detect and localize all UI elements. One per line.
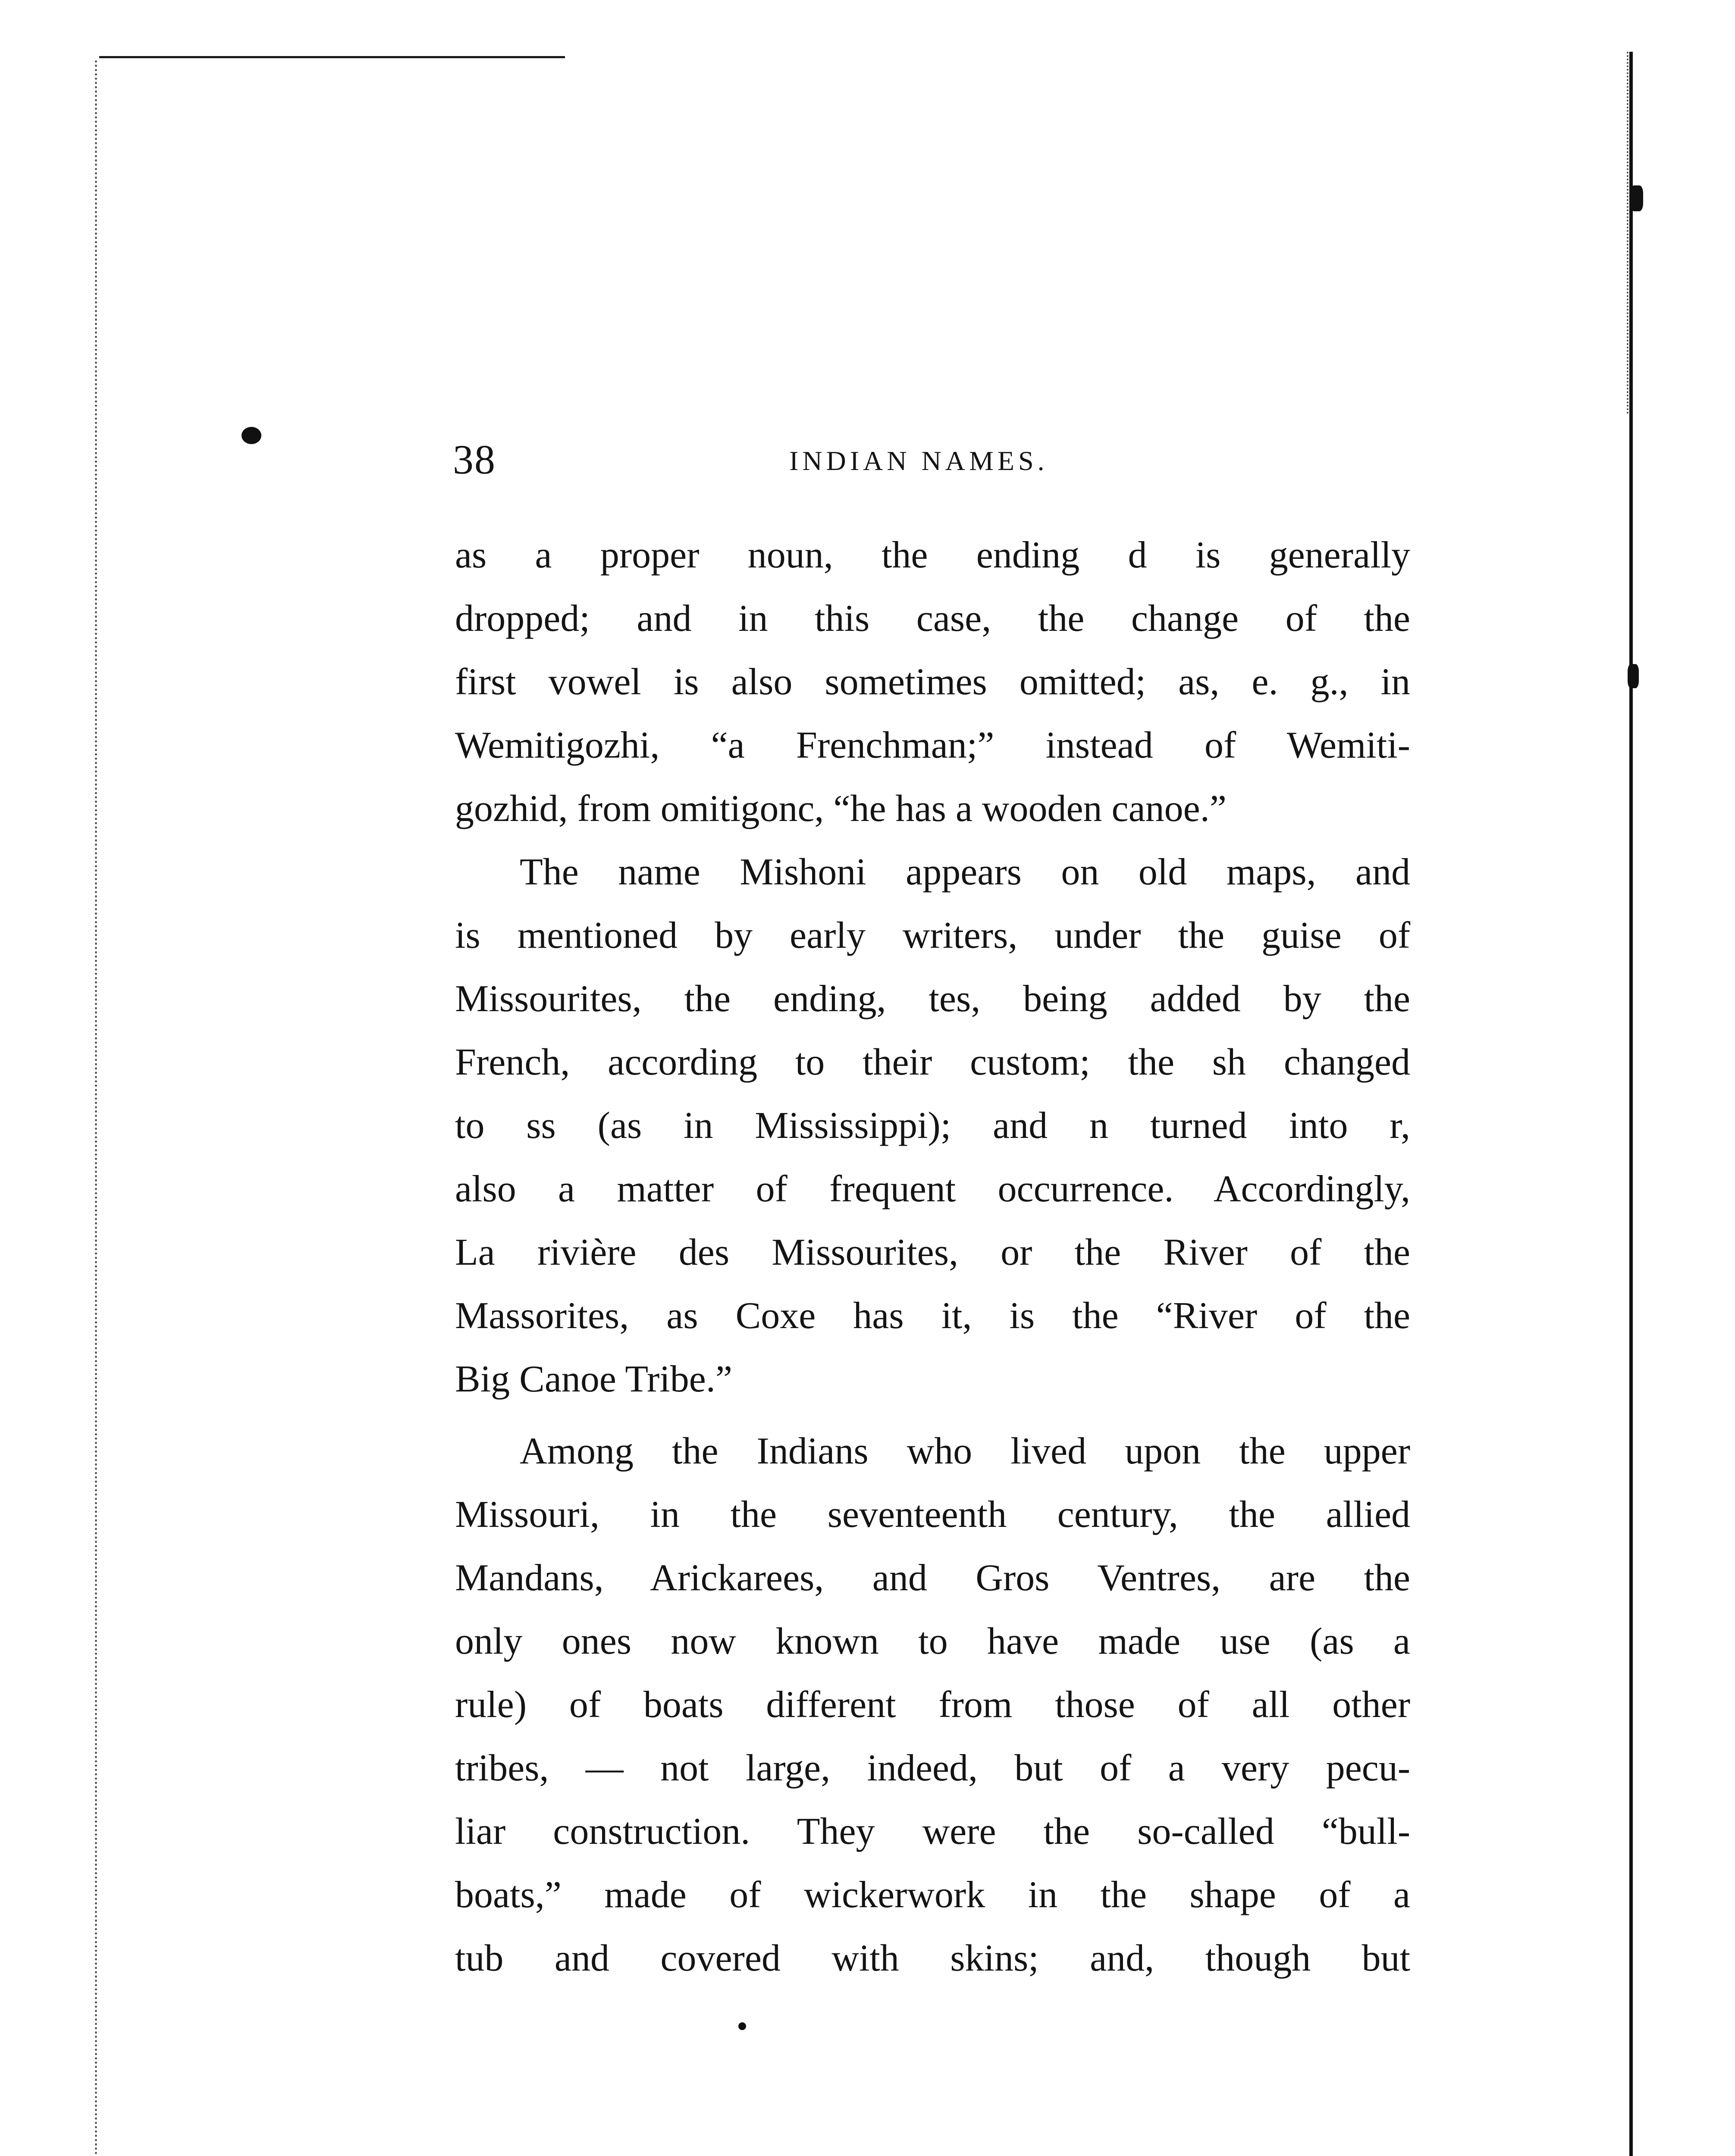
body-text [455, 534, 1410, 2000]
paragraph [455, 1430, 1410, 2000]
text-line: tribes, — not large, indeed, but of a very pecu- [455, 1747, 1410, 1789]
text-line: French, according to their custom; the sh changed [455, 1041, 1410, 1083]
paragraph-gap [455, 1421, 1410, 1430]
text-line: tub and covered with skins; and, though but [455, 1937, 1410, 1979]
ink-speck [738, 2022, 746, 2030]
scan-border-right-dotted [1627, 52, 1628, 414]
page-heading: INDIAN NAMES. [789, 445, 1048, 476]
text-line: Big Canoe Tribe.” [455, 1358, 732, 1400]
text-line: dropped; and in this case, the change of the [455, 598, 1410, 639]
page-number: 38 [453, 436, 496, 483]
text-line: is mentioned by early writers, under the guise of [455, 915, 1410, 956]
text-line: to ss (as in Mississippi); and n turned into r, [455, 1105, 1410, 1147]
text-line: Massorites, as Coxe has it, is the “River of the [455, 1295, 1410, 1337]
text-line: boats,” made of wickerwork in the shape of a [455, 1874, 1410, 1916]
text-line: La rivière des Missourites, or the River of the [455, 1232, 1410, 1273]
text-line: Missourites, the ending, tes, being added by the [455, 978, 1410, 1020]
ink-speck [1628, 664, 1639, 688]
text-line: gozhid, from omitigonc, “he has a wooden canoe.” [455, 788, 1227, 830]
text-line: The name Mishoni appears on old maps, and [520, 851, 1410, 893]
scan-border-left [95, 60, 97, 2156]
text-line: Missouri, in the seventeenth century, the allied [455, 1494, 1410, 1536]
text-line: Among the Indians who lived upon the upper [520, 1430, 1410, 1472]
text-line: liar construction. They were the so-called “bull- [455, 1811, 1410, 1852]
text-line: also a matter of frequent occurrence. Accordingly, [455, 1168, 1410, 1210]
text-line: first vowel is also sometimes omitted; as, e. g., in [455, 661, 1410, 703]
text-line: Mandans, Arickarees, and Gros Ventres, are the [455, 1557, 1410, 1599]
running-head [453, 436, 1410, 492]
scan-border-right [1629, 52, 1633, 2156]
ink-speck [1630, 185, 1643, 211]
text-line: as a proper noun, the ending d is generally [455, 534, 1410, 576]
text-line: only ones now known to have made use (as a [455, 1620, 1410, 1662]
ink-blot [242, 427, 261, 444]
paragraph [455, 534, 1410, 851]
paragraph [455, 851, 1410, 1421]
scan-border-top [99, 56, 565, 58]
text-line: rule) of boats different from those of all other [455, 1684, 1410, 1726]
text-line: Wemitigozhi, “a Frenchman;” instead of Wemiti- [455, 724, 1410, 766]
